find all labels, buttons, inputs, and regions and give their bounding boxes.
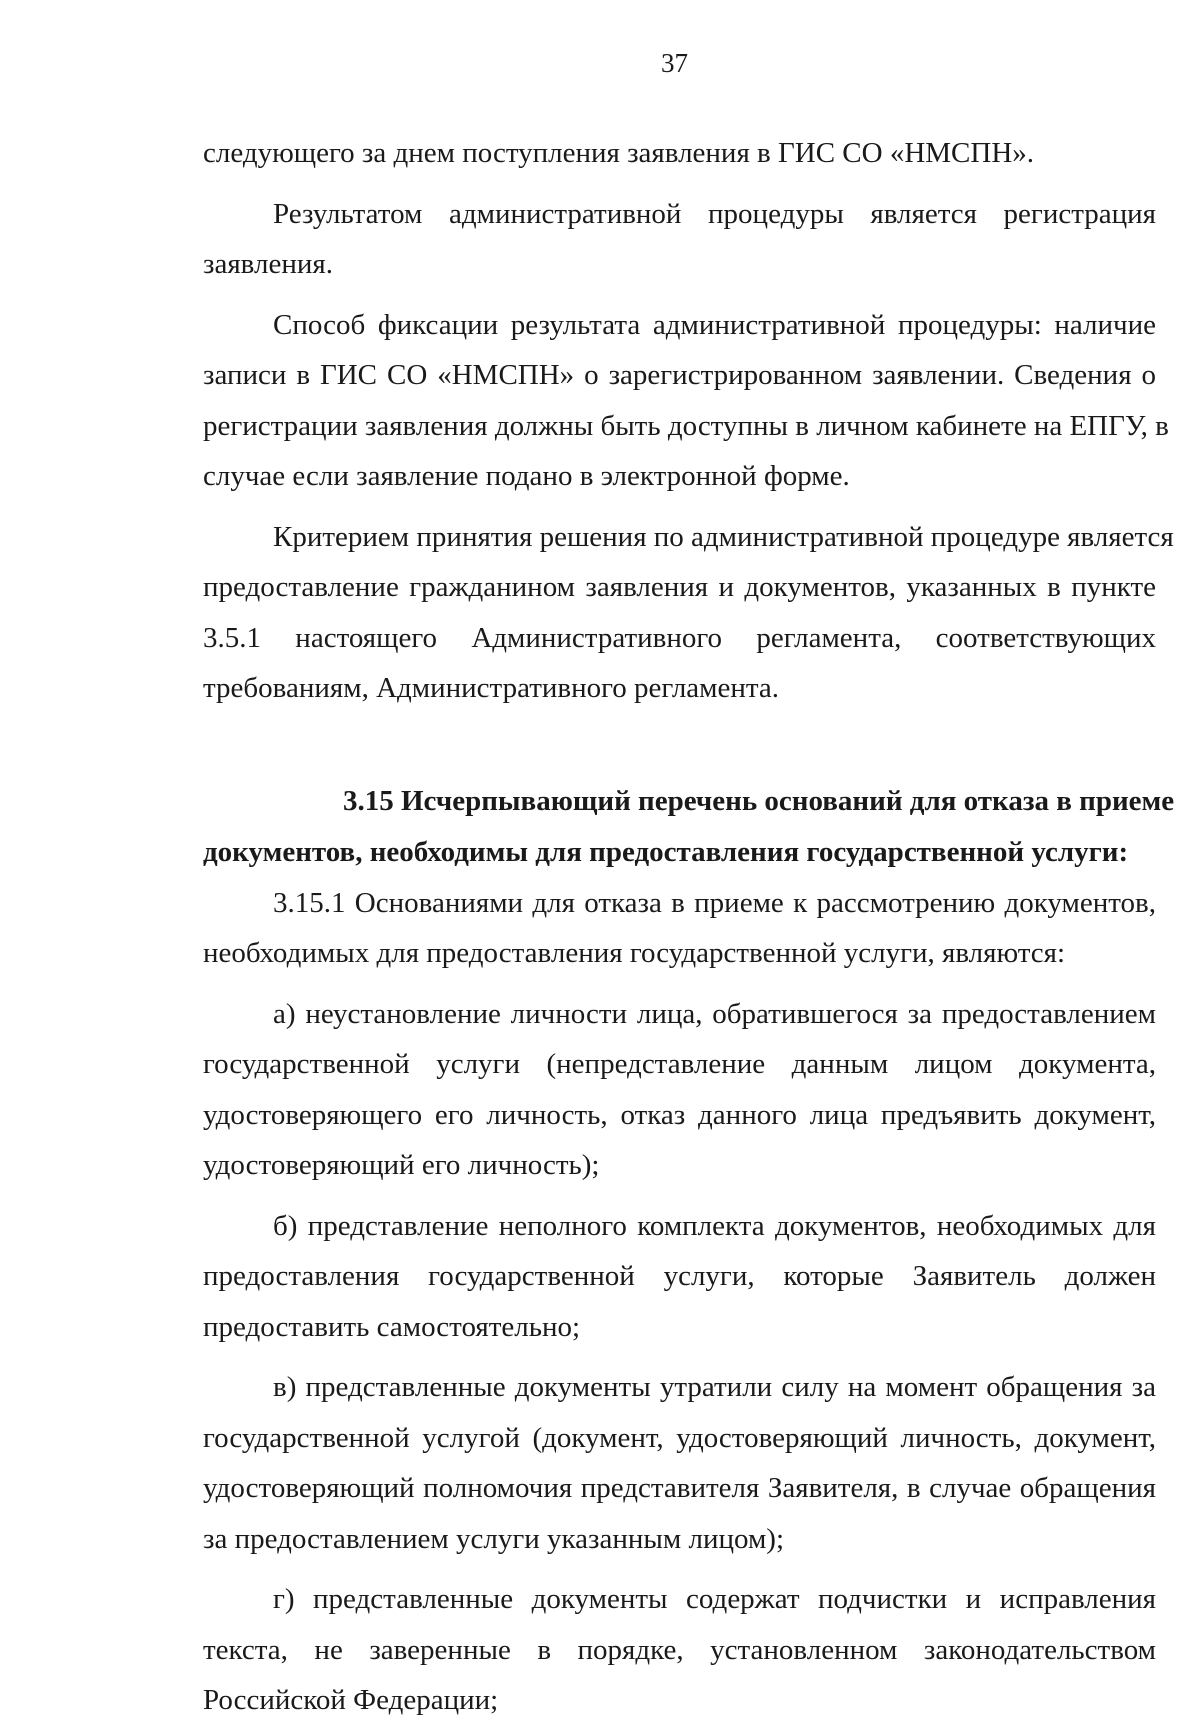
text-line: удостоверяющий полномочия представителя Заявителя, в случае обращения	[203, 1472, 1156, 1504]
document-body	[203, 128, 1175, 1726]
paragraph-result	[203, 189, 1156, 290]
item-3-15-1	[203, 878, 1156, 979]
paragraph-fixation-method	[203, 300, 1169, 502]
text-line: текста, не заверенные в порядке, установленном законодательством	[203, 1633, 1156, 1666]
text-line: б) представление неполного комплекта документов, необходимых для	[273, 1209, 1156, 1242]
heading-line: 3.15 Исчерпывающий перечень оснований для отказа в приеме	[343, 784, 1175, 817]
text-line: предоставления государственной услуги, которые Заявитель должен	[203, 1260, 1156, 1292]
text-line: государственной услуги (непредставление данным лицом документа,	[203, 1048, 1156, 1080]
text-line: регистрации заявления должны быть доступны в личном кабинете на ЕПГУ, в	[203, 409, 1169, 442]
text-line: Результатом административной процедуры является регистрация	[273, 197, 1156, 230]
text-line: г) представленные документы содержат подчистки и исправления	[273, 1583, 1156, 1615]
text-line: требованиям, Административного регламента.	[203, 672, 780, 704]
text-line: в) представленные документы утратили силу на момент обращения за	[273, 1371, 1156, 1403]
text-line: Российской Федерации;	[203, 1684, 499, 1716]
text-line: случае если заявление подано в электронной форме.	[203, 460, 850, 492]
text-line: Критерием принятия решения по административной процедуре является	[273, 520, 1174, 553]
text-line: удостоверяющего его личность, отказ данного лица предъявить документ,	[203, 1098, 1156, 1131]
text-line: за предоставлением услуги указанным лицом);	[203, 1522, 785, 1555]
item-g	[203, 1574, 1156, 1726]
text-line: удостоверяющий его личность);	[203, 1149, 600, 1181]
text-line: Способ фиксации результата административной процедуры: наличие	[273, 308, 1156, 341]
text-line: предоставление гражданином заявления и документов, указанных в пункте	[203, 571, 1156, 603]
item-a	[203, 989, 1156, 1191]
text-line: предоставить самостоятельно;	[203, 1310, 581, 1343]
paragraph-criterion	[203, 512, 1174, 714]
text-line: а) неустановление личности лица, обратившегося за предоставлением	[273, 997, 1156, 1030]
text-line: записи в ГИС СО «НМСПН» о зарегистрированном заявлении. Сведения о	[203, 359, 1156, 391]
item-v	[203, 1362, 1156, 1564]
heading-line: документов, необходимы для предоставления государственной услуги:	[203, 835, 1129, 868]
text-line: следующего за днем поступления заявления в ГИС СО «НМСПН».	[203, 137, 1035, 169]
text-line: необходимых для предоставления государственной услуги, являются:	[203, 937, 1066, 969]
text-line: 3.5.1 настоящего Административного регламента, соответствующих	[203, 621, 1156, 654]
paragraph-continuation	[203, 128, 1156, 179]
text-line: 3.15.1 Основаниями для отказа в приеме к рассмотрению документов,	[273, 886, 1156, 919]
page-number: 37	[661, 48, 688, 78]
text-line: заявления.	[203, 248, 333, 280]
text-line: государственной услугой (документ, удостоверяющий личность, документ,	[203, 1421, 1156, 1454]
section-heading	[203, 776, 1175, 878]
item-b	[203, 1201, 1156, 1353]
